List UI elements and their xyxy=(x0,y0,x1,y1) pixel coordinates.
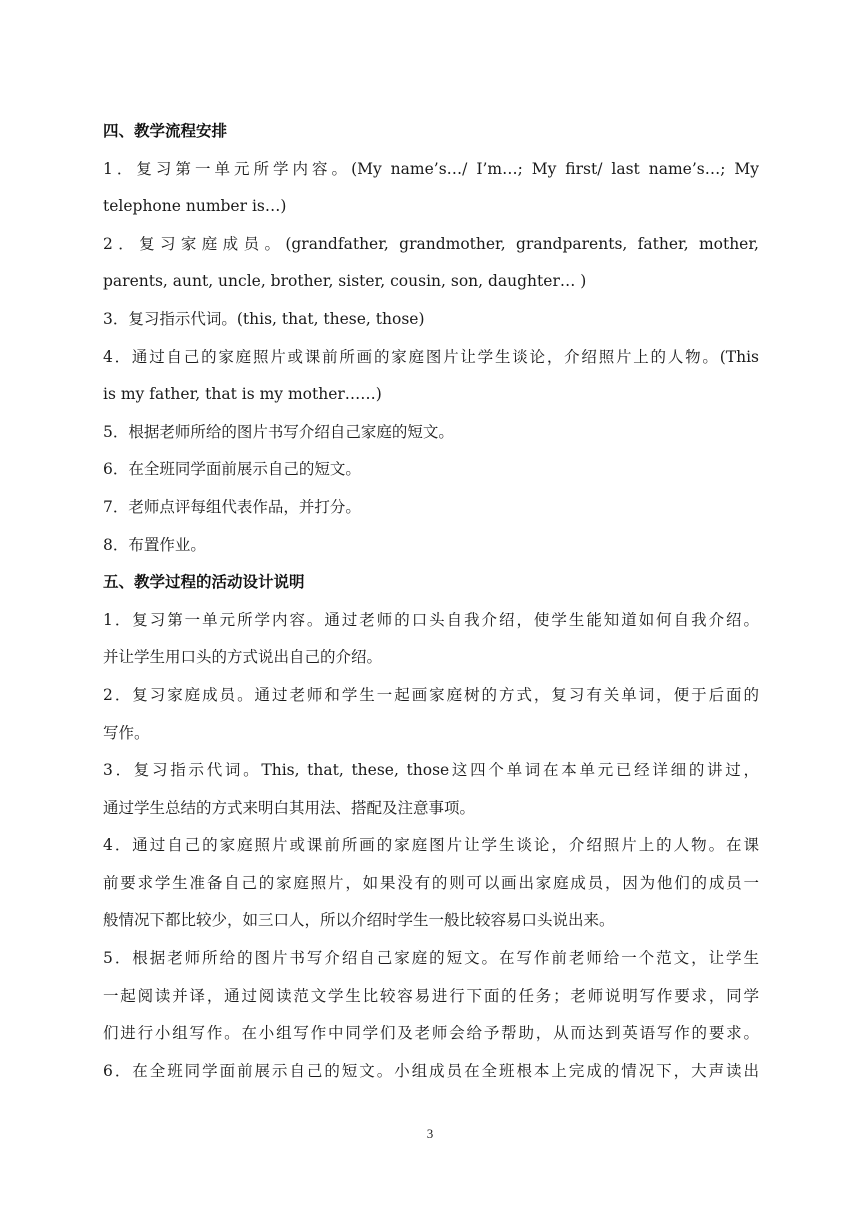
text-line: 4．通过自己的家庭照片或课前所画的家庭图片让学生谈论，介绍照片上的人物。(This xyxy=(103,347,759,366)
text-line: telephone number is…) xyxy=(103,197,287,216)
text-line: 3．复习指示代词。This, that, these, those这四个单词在本单元已经详细的讲过， xyxy=(103,761,759,780)
text-line: 1．复习第一单元所学内容。通过老师的口头自我介绍，使学生能知道如何自我介绍。 xyxy=(103,610,759,629)
text-line: 6．在全班同学面前展示自己的短文。 xyxy=(103,460,361,479)
section-heading-5: 五、教学过程的活动设计说明 xyxy=(103,573,305,592)
text-line: 8．布置作业。 xyxy=(103,535,206,554)
text-line: 写作。 xyxy=(103,723,150,742)
text-line: 1．复习第一单元所学内容。(My name’s…/ I’m…; My first/ last name’s…; My xyxy=(103,159,759,178)
text-line: 7．老师点评每组代表作品，并打分。 xyxy=(103,497,361,516)
page-number: 3 xyxy=(426,1126,434,1141)
document-body xyxy=(103,113,759,1090)
text-line: 3．复习指示代词。(this, that, these, those) xyxy=(103,309,425,328)
text-line: 4．通过自己的家庭照片或课前所画的家庭图片让学生谈论，介绍照片上的人物。在课 xyxy=(103,836,759,855)
text-line: 前要求学生准备自己的家庭照片，如果没有的则可以画出家庭成员，因为他们的成员一 xyxy=(103,873,759,892)
section-heading-4: 四、教学流程安排 xyxy=(103,122,228,140)
text-line: 5．根据老师所给的图片书写介绍自己家庭的短文。 xyxy=(103,422,454,441)
text-line: 2．复习家庭成员。(grandfather, grandmother, grandparents, father, mother, xyxy=(103,234,759,253)
text-line: 2．复习家庭成员。通过老师和学生一起画家庭树的方式，复习有关单词，便于后面的 xyxy=(103,685,759,704)
text-line: 6．在全班同学面前展示自己的短文。小组成员在全班根本上完成的情况下，大声读出 xyxy=(103,1061,759,1080)
text-line: is my father, that is my mother……) xyxy=(103,385,382,404)
text-line: 并让学生用口头的方式说出自己的介绍。 xyxy=(103,648,383,667)
text-line: 般情况下都比较少，如三口人，所以介绍时学生一般比较容易口头说出来。 xyxy=(103,911,615,930)
text-line: 们进行小组写作。在小组写作中同学们及老师会给予帮助，从而达到英语写作的要求。 xyxy=(103,1024,759,1043)
text-line: parents, aunt, uncle, brother, sister, cousin, son, daughter… ) xyxy=(103,272,587,291)
text-line: 一起阅读并译，通过阅读范文学生比较容易进行下面的任务；老师说明写作要求，同学 xyxy=(103,986,759,1005)
text-line: 通过学生总结的方式来明白其用法、搭配及注意事项。 xyxy=(103,798,476,817)
text-line: 5．根据老师所给的图片书写介绍自己家庭的短文。在写作前老师给一个范文，让学生 xyxy=(103,949,759,968)
